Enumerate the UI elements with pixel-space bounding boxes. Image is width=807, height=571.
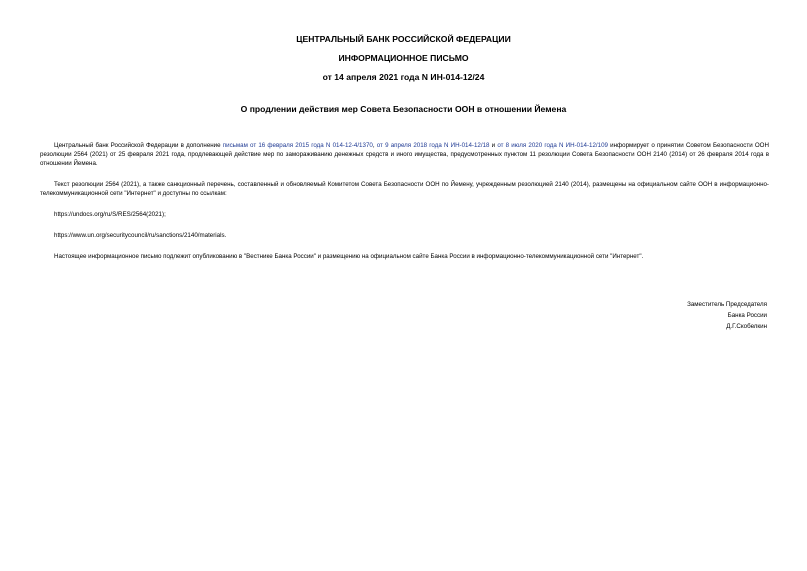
document-header <box>0 34 807 91</box>
signatory-organization: Банка России <box>727 312 767 319</box>
separator-text: и <box>489 142 498 149</box>
paragraph-intro-rest: информирует о принятии Советом Безопасности ООН резолюции 2564 (2021) от 25 февраля 2021 года, продлевающей действие мер по замораживанию денежных средств и иного имущества, предусмотренных пунктом 11 резолюции Совета Безопасности ООН 2140 (2014) от 26 февраля 2014 года в отношении Йемена. <box>40 142 769 167</box>
url-un-sanctions: https://www.un.org/securitycouncil/ru/sanctions/2140/materials. <box>54 232 227 239</box>
document-body <box>40 141 769 261</box>
document-date-number: от 14 апреля 2021 года N ИН-014-12/24 <box>322 72 485 82</box>
link-letter-2015[interactable]: письмам от 16 февраля 2015 года N 014-12-4/1370 <box>222 142 373 149</box>
paragraph-resolution-text: Текст резолюции 2564 (2021), а также санкционный перечень, составленный и обновляемый Комитетом Совета Безопасности ООН по Йемену, учрежденным резолюцией 2140 (2014), размещены на официальном сайте ООН в информационно-телекоммуникационной сети "Интернет" и доступны по ссылкам: <box>40 181 769 197</box>
paragraph-intro-text: Центральный банк Российской Федерации в дополнение <box>54 142 223 149</box>
link-letter-2018[interactable]: от 9 апреля 2018 года N ИН-014-12/18 <box>376 142 490 149</box>
signatory-name: Д.Г.Скобелкин <box>726 323 767 330</box>
link-letter-2020[interactable]: от 8 июля 2020 года N ИН-014-12/109 <box>497 142 608 149</box>
organization-name: ЦЕНТРАЛЬНЫЙ БАНК РОССИЙСКОЙ ФЕДЕРАЦИИ <box>296 34 511 44</box>
document-type: ИНФОРМАЦИОННОЕ ПИСЬМО <box>338 53 469 63</box>
signatory-position: Заместитель Председателя <box>687 301 767 308</box>
paragraph-publication: Настоящее информационное письмо подлежит опубликованию в "Вестнике Банка России" и размещению на официальном сайте Банка России в информационно-телекоммуникационной сети "Интернет". <box>54 253 644 260</box>
url-undocs: https://undocs.org/ru/S/RES/2564(2021); <box>54 211 166 218</box>
paragraph-intro <box>40 141 769 168</box>
separator-text: , <box>372 142 377 149</box>
signature-block <box>687 299 767 332</box>
document-subject: О продлении действия мер Совета Безопасности ООН в отношении Йемена <box>240 104 567 114</box>
